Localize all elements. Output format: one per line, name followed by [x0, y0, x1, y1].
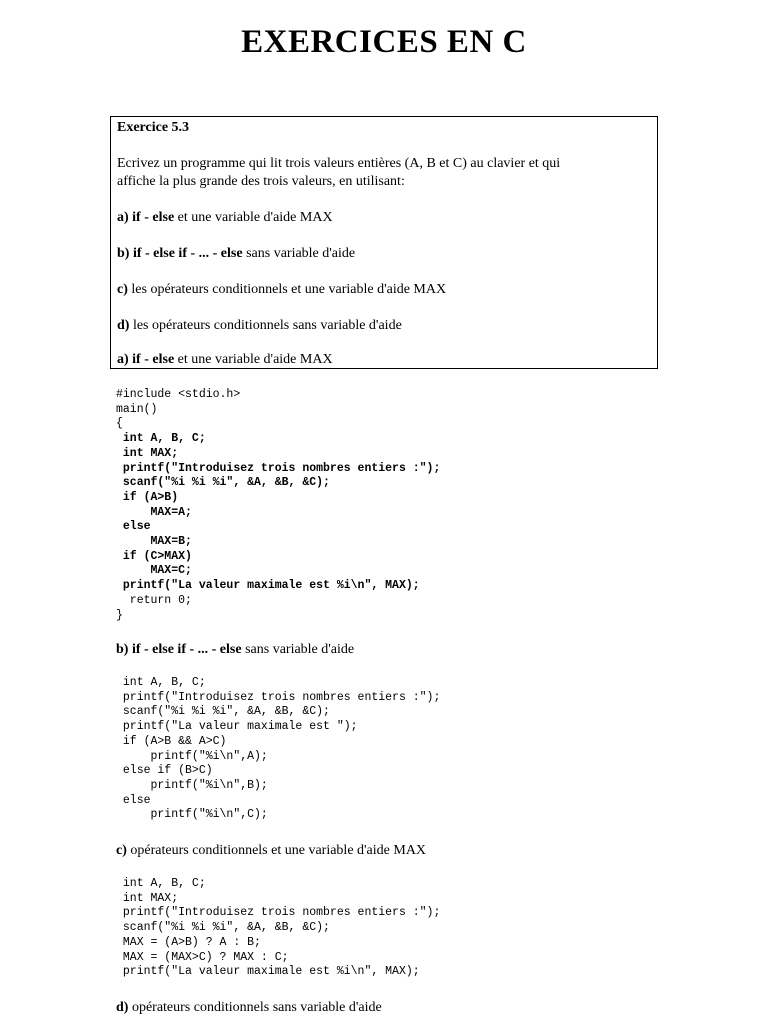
section-c-heading: c) opérateurs conditionnels et une variable d'aide MAX [116, 843, 427, 858]
code-line: main() [116, 402, 158, 416]
exercise-box [110, 116, 658, 369]
code-line: scanf("%i %i %i", &A, &B, &C); [116, 921, 330, 935]
code-line: if (C>MAX) [116, 549, 192, 563]
code-line: { [116, 417, 123, 431]
exercise-heading: Exercice 5.3 [117, 120, 190, 135]
page-title: EXERCICES EN C [241, 24, 527, 60]
section-d-heading: d) opérateurs conditionnels sans variable d'aide [116, 1000, 382, 1015]
code-line: MAX = (MAX>C) ? MAX : C; [116, 950, 289, 964]
option-a: a) if - else et une variable d'aide MAX [117, 210, 333, 225]
code-line: else if (B>C) [116, 764, 213, 778]
code-line: printf("%i\n",C); [116, 808, 268, 822]
option-c: c) les opérateurs conditionnels et une variable d'aide MAX [117, 282, 447, 297]
code-line: printf("Introduisez trois nombres entiers :"); [116, 906, 441, 920]
exercise-intro-line-1: Ecrivez un programme qui lit trois valeurs entières (A, B et C) au clavier et qui [117, 156, 561, 171]
code-line: printf("%i\n",B); [116, 778, 268, 792]
code-block-a [116, 388, 440, 623]
option-b: b) if - else if - ... - else sans variable d'aide [117, 246, 356, 261]
code-line: MAX=C; [116, 564, 192, 578]
section-b-heading: b) if - else if - ... - else sans variable d'aide [116, 642, 355, 657]
exercise-intro-line-2: affiche la plus grande des trois valeurs, en utilisant: [117, 174, 405, 189]
code-line: printf("La valeur maximale est "); [116, 720, 358, 734]
code-line: MAX=B; [116, 535, 192, 549]
code-line: } [116, 608, 123, 622]
code-line: int A, B, C; [116, 676, 206, 689]
code-line: if (A>B && A>C) [116, 734, 227, 748]
option-a-repeat: a) if - else et une variable d'aide MAX [117, 352, 333, 367]
code-line: else [116, 793, 151, 807]
code-line: int A, B, C; [116, 432, 206, 446]
code-line: MAX=A; [116, 505, 192, 519]
code-block-b [116, 676, 440, 823]
code-line: scanf("%i %i %i", &A, &B, &C); [116, 476, 330, 490]
code-line: else [116, 520, 151, 534]
code-block-c [116, 877, 440, 980]
code-line: if (A>B) [116, 490, 179, 504]
code-line: printf("La valeur maximale est %i\n", MAX); [116, 965, 420, 979]
code-line: printf("La valeur maximale est %i\n", MAX); [116, 579, 420, 593]
code-line: scanf("%i %i %i", &A, &B, &C); [116, 705, 330, 719]
code-line: printf("Introduisez trois nombres entiers :"); [116, 690, 441, 704]
code-line: printf("%i\n",A); [116, 749, 268, 763]
option-d: d) les opérateurs conditionnels sans variable d'aide [117, 318, 402, 333]
code-line: printf("Introduisez trois nombres entiers :"); [116, 461, 441, 475]
code-line: return 0; [116, 593, 192, 607]
code-line: int MAX; [116, 446, 179, 460]
code-line: #include <stdio.h> [116, 388, 241, 401]
code-line: MAX = (A>B) ? A : B; [116, 935, 261, 949]
code-line: int MAX; [116, 891, 179, 905]
code-line: int A, B, C; [116, 877, 206, 890]
